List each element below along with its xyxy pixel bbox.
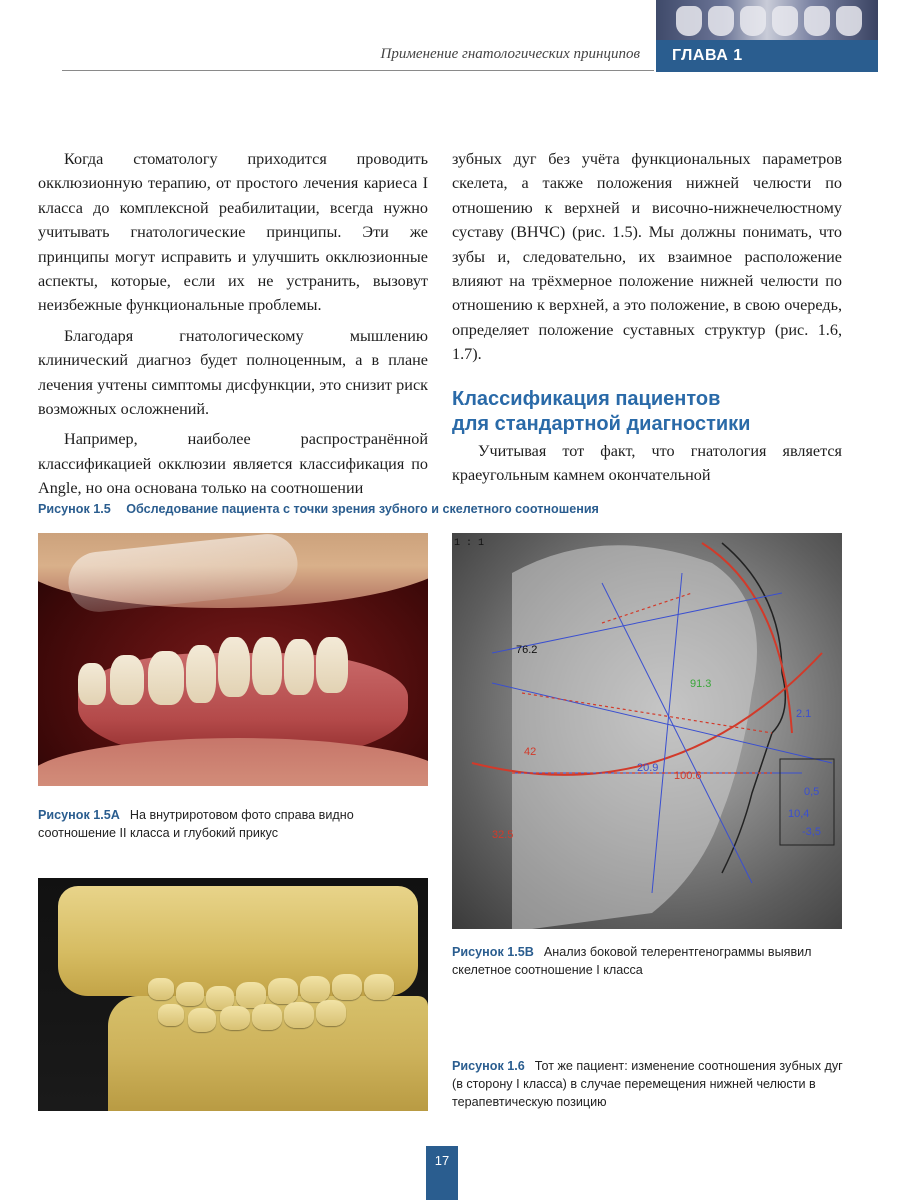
figure-caption-c — [452, 1057, 852, 1111]
tooth-shape — [148, 651, 184, 705]
page-number: 17 — [426, 1146, 458, 1200]
section-title — [452, 387, 842, 437]
cast-tooth-shape — [148, 978, 174, 1000]
cast-tooth-shape — [332, 974, 362, 1000]
cast-tooth-shape — [252, 1004, 282, 1030]
angle-label: 20.9 — [637, 762, 659, 774]
cast-tooth-shape — [316, 1000, 346, 1026]
caption-text: Тот же пациент: изменение соотношения зубных дуг (в сторону I класса) в случае перемещения нижней челюсти в терапевтическую позицию — [452, 1059, 843, 1109]
tooth-shape — [78, 663, 106, 705]
tooth-shape — [740, 6, 766, 36]
left-column — [38, 147, 428, 501]
angle-label: 76.2 — [516, 644, 538, 656]
measure-value: -3,5 — [802, 826, 821, 838]
caption-text: На внутриротовом фото справа видно соотношение II класса и глубокий прикус — [38, 808, 354, 840]
tooth-shape — [804, 6, 830, 36]
cast-tooth-shape — [284, 1002, 314, 1028]
header-teeth-photo — [656, 0, 878, 40]
paragraph: Например, наиболее распространённой классификацией окклюзии является классификация по Angle, но она основана только на соотношении — [38, 430, 428, 498]
measure-value: 0,5 — [804, 786, 820, 798]
tooth-shape — [836, 6, 862, 36]
measure-value: 10,4 — [788, 808, 810, 820]
cast-tooth-shape — [158, 1004, 184, 1026]
figure-caption-a — [38, 806, 430, 842]
paragraph-continuation: зубных дуг без учёта функциональных параметров скелета, а также положения нижней челюсти по отношению к верхней и височно-нижнечелюстному суставу (ВНЧС) (рис. 1.5). Мы должны понимать, что зубы и, следовательно, их взаимное расположение влияют на трёхмерное положение нижней челюсти по отношению к верхней, а это положение, в свою очередь, определяет положение суставных структур (рис. 1.6, 1.7). — [452, 150, 842, 364]
paragraph: Когда стоматологу приходится проводить окклюзионную терапию, от простого лечения кариеса I класса до комплексной реабилитации, всегда нужно учитывать гнатологические принципы. Эти же принципы могут исправить и улучшить окклюзионные аспекты, которые, если их не устранить, вызовут неизбежные функциональные проблемы. — [38, 150, 428, 315]
angle-label: 2.1 — [796, 708, 812, 720]
caption-label: Рисунок 1.6 — [452, 1059, 525, 1073]
cast-tooth-shape — [188, 1008, 216, 1032]
intraoral-photo — [38, 533, 428, 786]
cast-tooth-shape — [364, 974, 394, 1000]
tooth-shape — [252, 637, 282, 695]
figure-caption-b — [452, 943, 852, 979]
tooth-shape — [316, 637, 348, 693]
lower-lip-shape — [38, 738, 428, 786]
caption-label: Рисунок 1.5В — [452, 945, 534, 959]
tooth-shape — [110, 655, 144, 705]
right-column — [452, 147, 842, 487]
tooth-shape — [676, 6, 702, 36]
paragraph: Учитывая тот факт, что гнатология является краеугольным камнем окончательной — [452, 441, 842, 485]
tooth-shape — [218, 637, 250, 697]
angle-label: 42 — [524, 746, 537, 758]
figure-title — [38, 500, 858, 518]
section-title-line: Классификация пациентов — [452, 387, 721, 410]
cast-tooth-shape — [268, 978, 298, 1004]
cast-tooth-shape — [220, 1006, 250, 1030]
caption-text: Анализ боковой телерентгенограммы выявил скелетное соотношение I класса — [452, 945, 812, 977]
tooth-shape — [772, 6, 798, 36]
chapter-tab: ГЛАВА 1 — [656, 40, 878, 72]
cast-tooth-shape — [176, 982, 204, 1006]
plaster-cast-photo — [38, 878, 428, 1111]
section-title-line: для стандартной диагностики — [452, 412, 751, 435]
caption-label: Рисунок 1.5А — [38, 808, 120, 822]
header-rule — [62, 70, 654, 71]
paragraph: Благодаря гнатологическому мышлению клинический диагноз будет полноценным, а в плане лечения учтены симптомы дисфункции, это снизит риск возможных осложнений. — [38, 326, 428, 419]
figure-label: Рисунок 1.5 — [38, 502, 111, 516]
angle-label: 32.5 — [492, 829, 514, 841]
tooth-shape — [708, 6, 734, 36]
figure-title-text: Обследование пациента с точки зрения зубного и скелетного соотношения — [126, 502, 599, 516]
angle-label: 91.3 — [690, 678, 712, 690]
angle-label: 100.6 — [674, 770, 702, 782]
tooth-shape — [186, 645, 216, 703]
tooth-shape — [284, 639, 314, 695]
cephalogram-image — [452, 533, 842, 929]
cast-tooth-shape — [300, 976, 330, 1002]
cephalometric-tracing — [452, 533, 842, 929]
running-head: Применение гнатологических принципов — [380, 46, 640, 62]
scale-label: 1 : 1 — [454, 538, 485, 549]
